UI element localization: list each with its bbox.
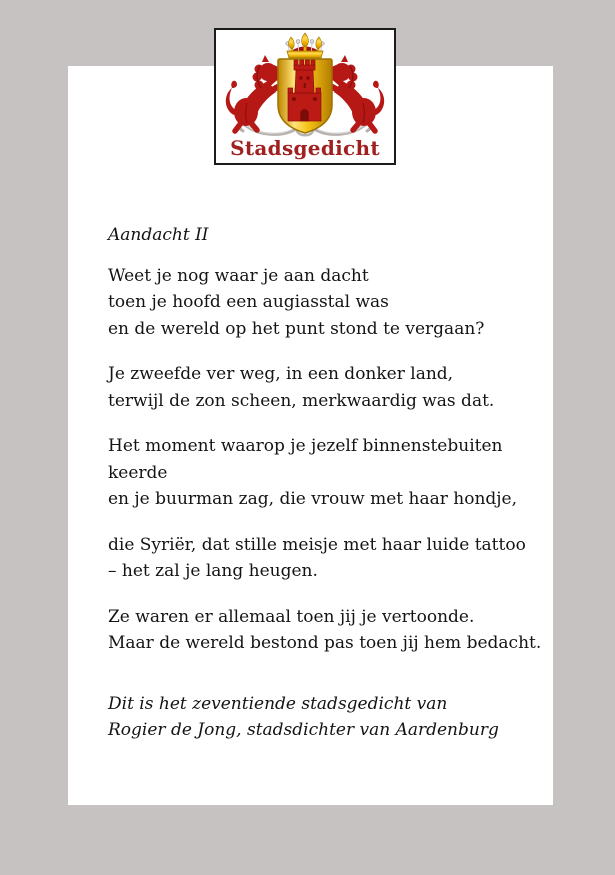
poem-title: Aandacht II (108, 225, 209, 245)
poem-stanza-2 (108, 361, 540, 414)
poem-line: en je buurman zag, die vrouw met haar hondje, (108, 489, 518, 509)
poem-line: Maar de wereld bestond pas toen jij hem bedacht. (108, 633, 542, 653)
poem-line: Ze waren er allemaal toen jij je vertoonde. (108, 606, 475, 627)
lion-right-icon (325, 55, 384, 131)
poem-line: Je zweefde ver weg, in een donker land, (108, 364, 454, 384)
poem-page (68, 66, 553, 805)
poem-line: die Syriër, dat stille meisje met haar luide tattoo (108, 534, 526, 555)
poem-body (108, 222, 540, 744)
poem-stanza-3 (108, 433, 540, 513)
aardenburg-coat-of-arms-icon (217, 31, 393, 139)
poem-stanza-4 (108, 532, 540, 585)
poem-line: en de wereld op het punt stond te vergaan? (108, 318, 485, 339)
poem-line: Weet je nog waar je aan dacht (108, 265, 369, 286)
poem-line: terwijl de zon scheen, merkwaardig was dat. (108, 390, 495, 411)
poem-line: toen je hoofd een augiasstal was (108, 292, 389, 312)
poem-colophon (108, 691, 540, 744)
crown-icon (286, 33, 325, 58)
poem-stanza-5 (108, 604, 540, 657)
lion-left-icon (226, 55, 285, 131)
crest-caption: Stadsgedicht (230, 136, 380, 160)
coat-of-arms-box (214, 28, 396, 165)
colophon-line: Rogier de Jong, stadsdichter van Aardenburg (108, 720, 499, 740)
poem-line: Het moment waarop je jezelf binnenstebuiten (108, 436, 503, 456)
colophon-line: Dit is het zeventiende stadsgedicht van (108, 693, 448, 714)
poem-line: keerde (108, 462, 168, 483)
poem-stanza-1 (108, 263, 540, 343)
poem-line: – het zal je lang heugen. (108, 561, 318, 581)
